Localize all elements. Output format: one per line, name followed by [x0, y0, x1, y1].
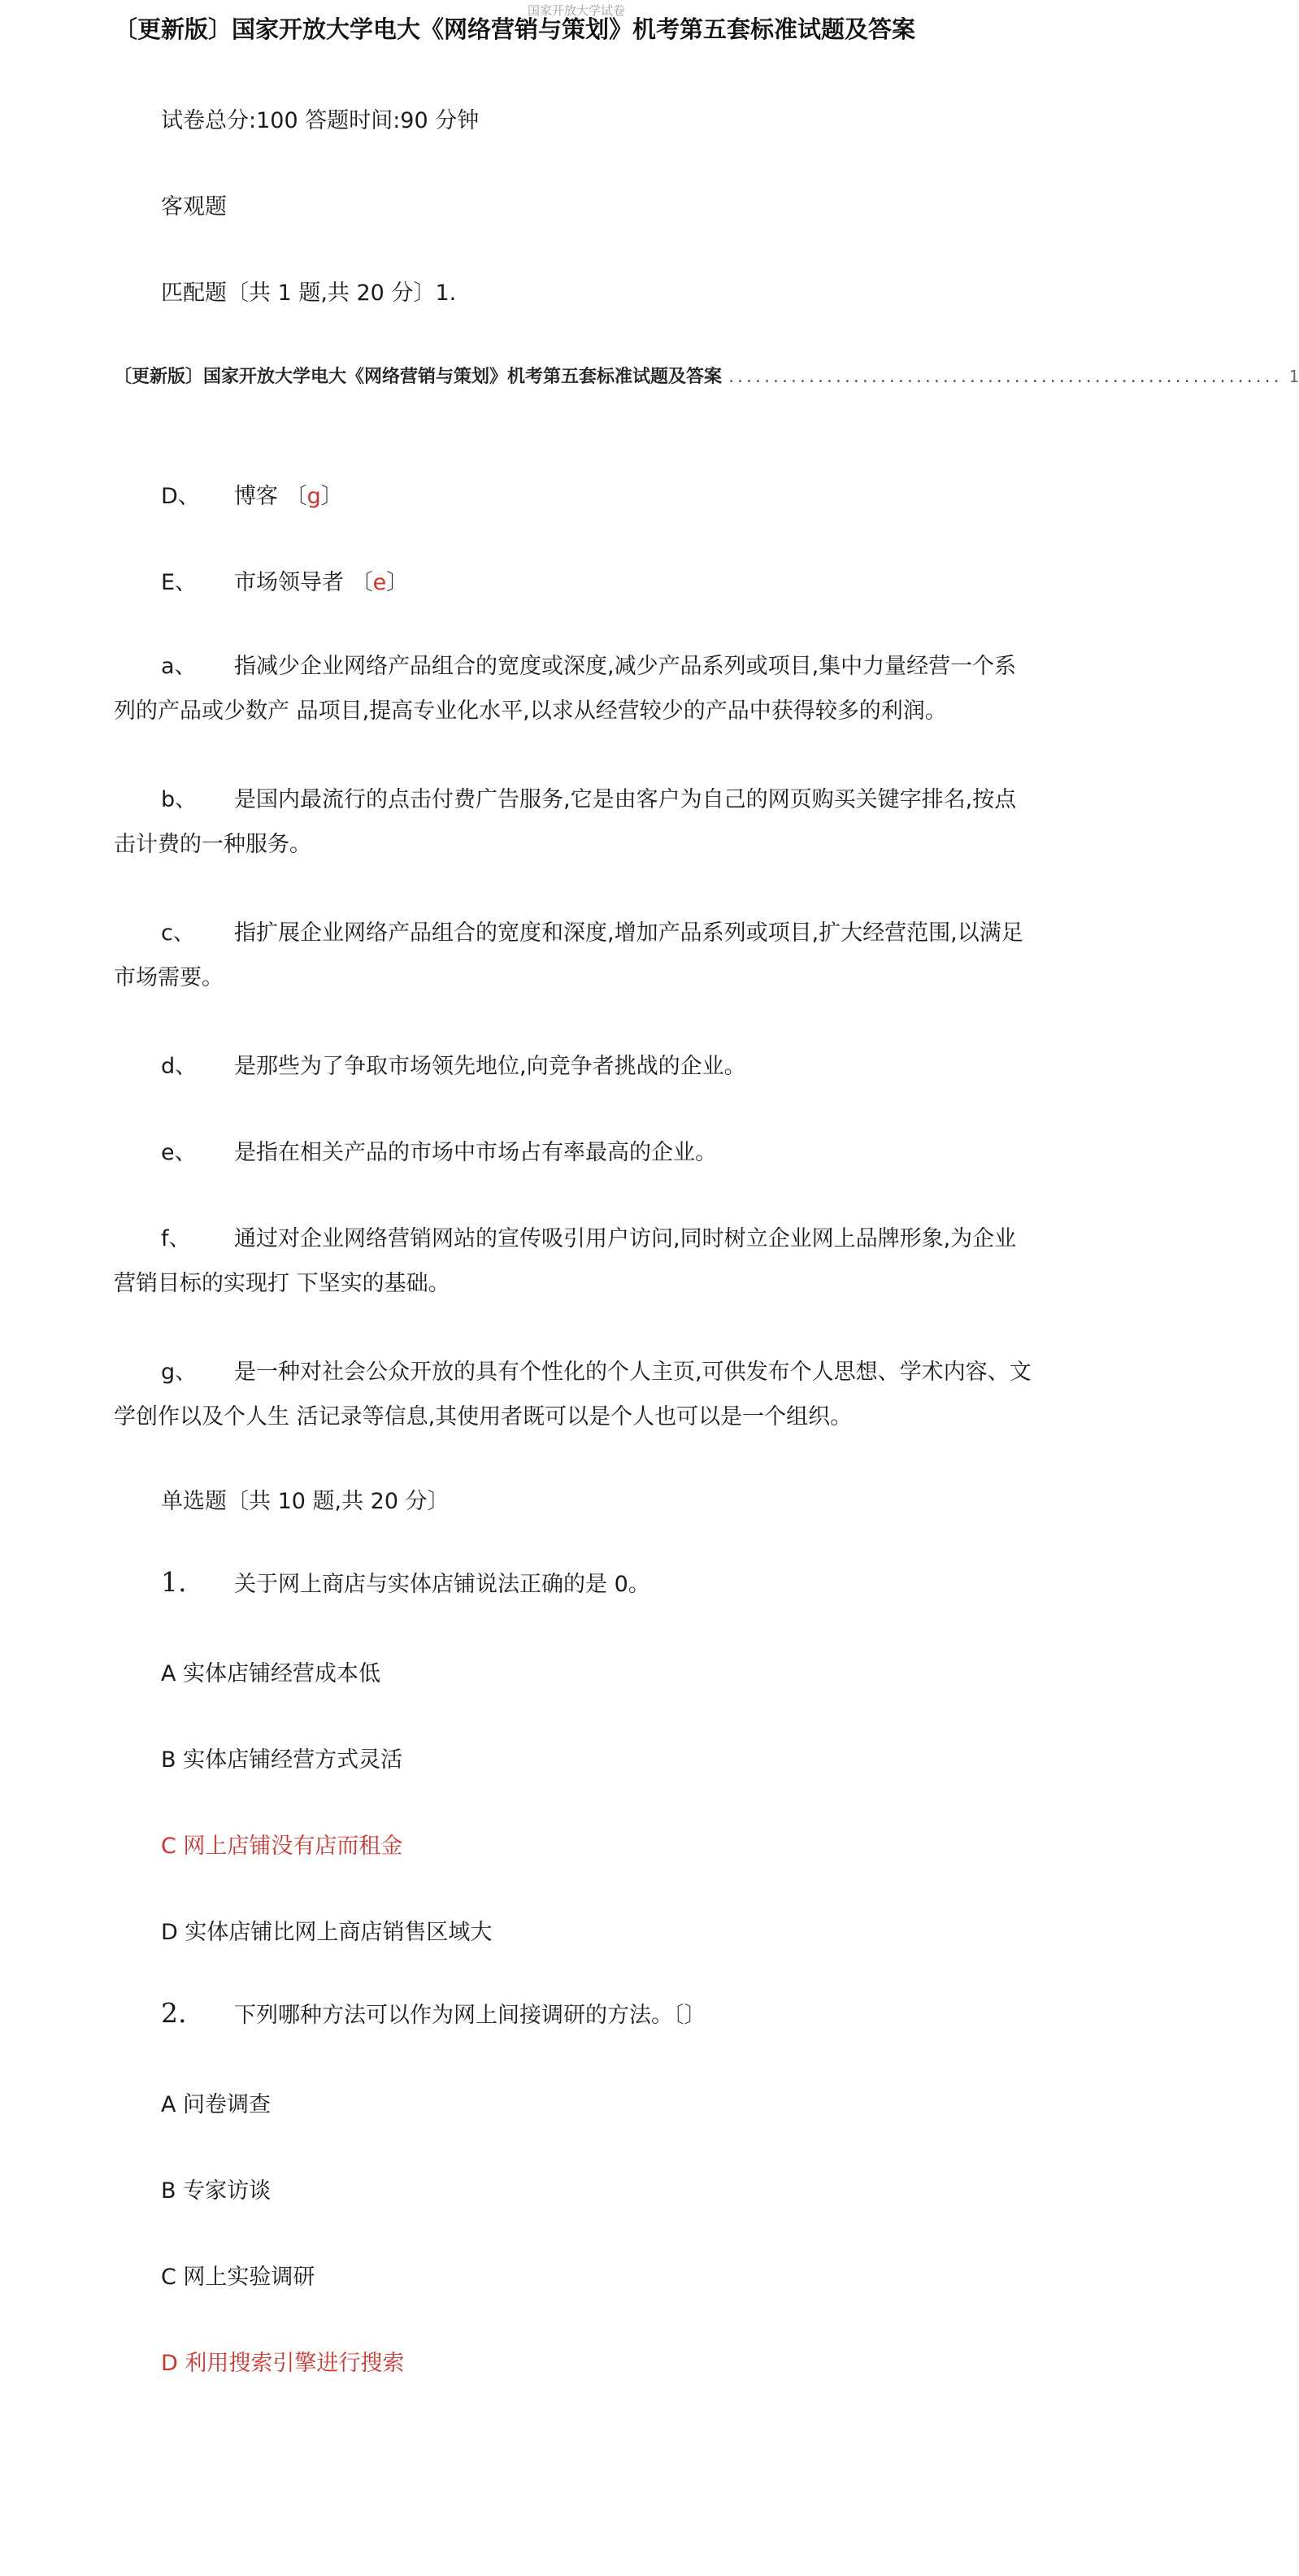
- single-choice-heading: 单选题〔共 10 题,共 20 分〕: [161, 1489, 450, 1514]
- question-text: 下列哪种方法可以作为网上间接调研的方法。〔〕: [234, 2003, 706, 2028]
- question: [161, 1566, 650, 1598]
- choice-option: B 实体店铺经营方式灵活: [161, 1747, 403, 1773]
- question-number: 1.: [161, 1566, 187, 1598]
- definition-text: 是国内最流行的点击付费广告服务,它是由客户为自己的网页购买关键字排名,按点击计费的一种服务。: [114, 787, 1017, 857]
- toc-page-number: 1: [1288, 367, 1299, 386]
- matching-item-label: E、: [161, 570, 198, 595]
- definition-label: g、: [161, 1360, 198, 1385]
- choice-option-correct: D 利用搜索引擎进行搜索: [161, 2351, 405, 2376]
- matching-heading: 匹配题〔共 1 题,共 20 分〕1.: [161, 281, 457, 306]
- matching-item-label: D、: [161, 484, 200, 509]
- definition-label: c、: [161, 920, 195, 946]
- definition-label: b、: [161, 787, 198, 812]
- definition-text: 是一种对社会公众开放的具有个性化的个人主页,可供发布个人思想、学术内容、文学创作以及个人生 活记录等信息,其使用者既可以是个人也可以是一个组织。: [114, 1360, 1032, 1429]
- definition-item: [114, 777, 1037, 867]
- choice-option-correct: C 网上店铺没有店而租金: [161, 1834, 403, 1859]
- matching-item-text: 市场领导者: [234, 570, 344, 595]
- definition-label: e、: [161, 1140, 197, 1165]
- choice-option: C 网上实验调研: [161, 2265, 315, 2290]
- choice-option: A 问卷调查: [161, 2092, 272, 2117]
- answer-bracket-open: 〔: [285, 484, 307, 509]
- definition-text: 指减少企业网络产品组合的宽度或深度,减少产品系列或项目,集中力量经营一个系列的产品或少数产 品项目,提高专业化水平,以求从经营较少的产品中获得较多的利润。: [114, 654, 1017, 724]
- choice-option: B 专家访谈: [161, 2178, 272, 2204]
- answer-bracket-close: 〕: [386, 570, 409, 595]
- definition-label: f、: [161, 1226, 191, 1251]
- definition-item: [114, 1350, 1037, 1439]
- toc-entry[interactable]: [114, 363, 1299, 388]
- matching-item-text: 博客: [234, 484, 278, 509]
- definition-item: [114, 1044, 1037, 1089]
- toc-leader: ..............................................................: [728, 367, 1283, 387]
- matching-item: [161, 564, 408, 596]
- definition-item: [114, 1130, 1037, 1175]
- exam-info: 试卷总分:100 答题时间:90 分钟: [161, 108, 480, 133]
- choice-option: A 实体店铺经营成本低: [161, 1661, 381, 1686]
- definition-item: [114, 644, 1037, 733]
- matching-item: [161, 478, 343, 510]
- question-number: 2.: [161, 1997, 187, 2029]
- definition-label: d、: [161, 1054, 198, 1079]
- answer-bracket-close: 〕: [320, 484, 343, 509]
- definition-text: 指扩展企业网络产品组合的宽度和深度,增加产品系列或项目,扩大经营范围,以满足市场需要。: [114, 920, 1023, 990]
- definition-item: [114, 1216, 1037, 1306]
- definition-text: 是指在相关产品的市场中市场占有率最高的企业。: [234, 1140, 717, 1165]
- question-text: 关于网上商店与实体店铺说法正确的是 0。: [234, 1572, 650, 1597]
- definition-text: 通过对企业网络营销网站的宣传吸引用户访问,同时树立企业网上品牌形象,为企业营销目标的实现打 下坚实的基础。: [114, 1226, 1017, 1296]
- definition-text: 是那些为了争取市场领先地位,向竞争者挑战的企业。: [234, 1054, 746, 1079]
- toc-title: 〔更新版〕国家开放大学电大《网络营销与策划》机考第五套标准试题及答案: [114, 367, 723, 387]
- document-title: 〔更新版〕国家开放大学电大《网络营销与策划》机考第五套标准试题及答案: [114, 15, 916, 43]
- question: [161, 1997, 706, 2029]
- choice-option: D 实体店铺比网上商店销售区域大: [161, 1920, 493, 1945]
- answer-bracket-open: 〔: [350, 570, 373, 595]
- section-objective: 客观题: [161, 194, 227, 220]
- definition-label: a、: [161, 654, 197, 679]
- header-note: 国家开放大学试卷: [527, 3, 625, 18]
- definition-item: [114, 911, 1037, 1000]
- matching-answer: g: [306, 484, 321, 509]
- matching-answer: e: [372, 570, 387, 595]
